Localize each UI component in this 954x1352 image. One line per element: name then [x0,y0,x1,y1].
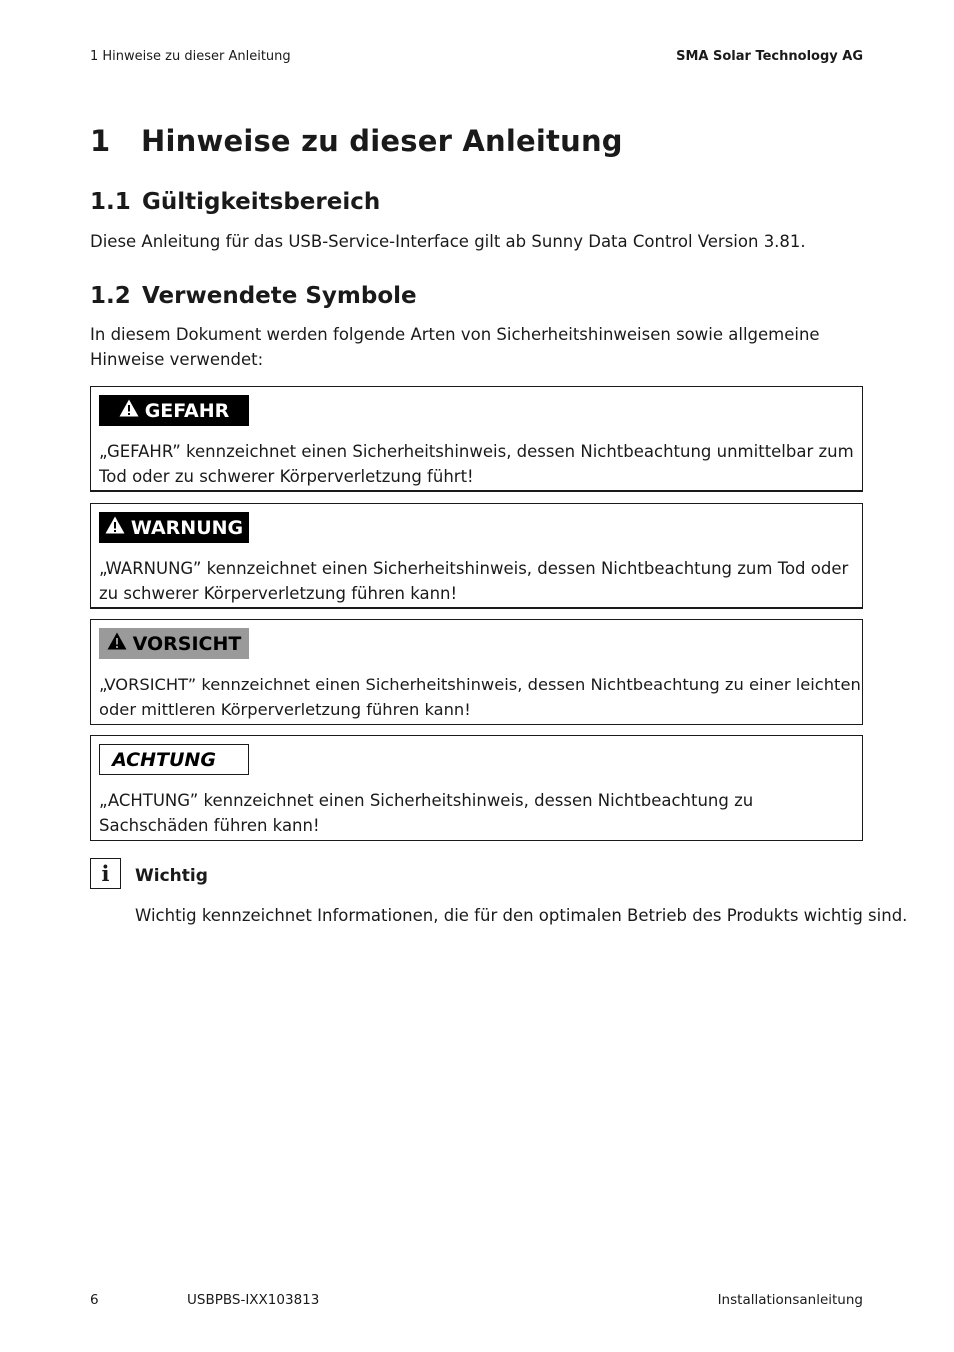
section-heading-1-2 [90,283,417,309]
notice-box-warning [90,503,863,609]
caution-label-text: VORSICHT [132,632,242,655]
notice-label [99,744,249,775]
notice-label-text: ACHTUNG [112,748,216,771]
info-text: Wichtig kennzeichnet Informationen, die für den optimalen Betrieb des Produkts wichtig sind. [135,906,908,925]
danger-text: „GEFAHR” kennzeichnet einen Sicherheitshinweis, dessen Nichtbeachtung unmittelbar zum Tod oder zu schwerer Körperverletzung führt! [99,442,854,486]
warning-text: „WARNUNG” kennzeichnet einen Sicherheitshinweis, dessen Nichtbeachtung zum Tod oder zu schwerer Körperverletzung führen kann! [99,559,849,603]
notice-box-notice [90,735,863,841]
notice-box-danger [90,386,863,492]
warning-label-text: WARNUNG [130,516,244,539]
chapter-title: Hinweise zu dieser Anleitung [141,124,623,158]
section-heading-1-1 [90,189,380,215]
symbols-intro: In diesem Dokument werden folgende Arten von Sicherheitshinweisen sowie allgemeine Hinweise verwendet: [90,325,820,369]
notice-box-caution [90,619,863,725]
scope-text: Diese Anleitung für das USB-Service-Interface gilt ab Sunny Data Control Version 3.81. [90,232,806,251]
info-icon: i [90,858,121,889]
danger-label-text: GEFAHR [144,399,230,422]
caution-label [99,628,249,659]
caution-text: „VORSICHT” kennzeichnet einen Sicherheitshinweis, dessen Nichtbeachtung zu einer leichten oder mittleren Körperverletzung führen kann! [99,675,861,719]
warning-triangle-icon [107,632,127,655]
section-title: Verwendete Symbole [142,283,417,309]
header-chapter: 1 Hinweise zu dieser Anleitung [90,49,291,64]
warning-triangle-icon [105,516,125,539]
chapter-heading [90,124,623,158]
warning-label [99,512,249,543]
section-number: 1.2 [90,283,131,309]
header-company: SMA Solar Technology AG [676,49,863,64]
section-number: 1.1 [90,189,131,215]
danger-label [99,395,249,426]
document-type: Installationsanleitung [717,1292,863,1308]
notice-text: „ACHTUNG” kennzeichnet einen Sicherheitshinweis, dessen Nichtbeachtung zu Sachschäden führen kann! [99,791,754,835]
section-title: Gültigkeitsbereich [142,189,381,215]
document-id: USBPBS-IXX103813 [187,1292,320,1308]
warning-triangle-icon [119,399,139,422]
page-number: 6 [90,1292,99,1308]
chapter-number: 1 [90,124,111,158]
info-title: Wichtig [135,866,208,886]
